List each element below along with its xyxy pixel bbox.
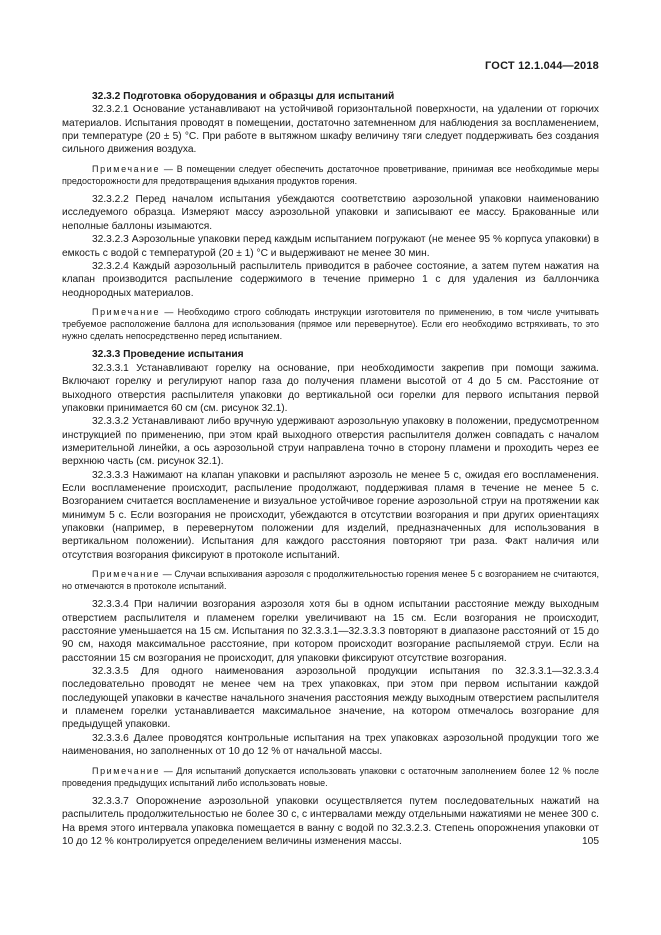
note — [62, 163, 599, 187]
note-label: Примечание — [92, 163, 161, 174]
note-label: Примечание — [92, 306, 161, 317]
paragraph: 32.3.3.5 Для одного наименования аэрозольной продукции испытания по 32.3.3.1—32.3.3.4 последовательно проводят не менее чем на трех упаковках, при этом при первом испытании каждой последующей упаковки в качестве начального значения расстояния между выходным отверстием распылителя и пламенем горелки устанавливается максимальное значение, на котором отмечалось возгорание для предыдущей упаковки. — [62, 666, 599, 731]
paragraph: 32.3.3.4 При наличии возгорания аэрозоля хотя бы в одном испытании расстояние между выходным отверстием распылителя и пламенем горелки увеличивают на 15 см. Если возгорания не происходит, расстояние уменьшается на 15 см. Испытания по 32.3.3.1—32.3.3.3 повторяют в диапазоне расстояний от 15 до 90 см, находя максимальное расстояние, при котором происходит возгорание распыляемой струи. Если на расстоянии 15 см возгорания не происходит, для упаковки фиксируют отсутствие возгорания. — [62, 599, 599, 664]
note-text: — Случаи вспыхивания аэрозоля с продолжительностью горения менее 5 с возгоранием не считаются, но отмечаются в протоколе испытаний. — [62, 568, 599, 592]
paragraph: 32.3.2.3 Аэрозольные упаковки перед каждым испытанием погружают (не менее 95 % корпуса упаковки) в емкость с водой с температурой (20 ± 1) °С и выдерживают не менее 30 мин. — [62, 234, 599, 259]
note — [62, 568, 599, 592]
note-label: Примечание — [92, 568, 161, 579]
note-text: — Для испытаний допускается использовать упаковки с остаточным заполнением более 12 % после проведения предыдущих испытаний либо использовать новые. — [62, 765, 599, 788]
paragraph: 32.3.2.4 Каждый аэрозольный распылитель приводится в рабочее состояние, а затем путем нажатия на клапан производится распыление содержимого в течение примерно 1 с для удаления из баллончика неоднородных материалов. — [62, 260, 599, 299]
section-heading: 32.3.2 Подготовка оборудования и образцы для испытаний — [92, 91, 395, 102]
note-text: — В помещении следует обеспечить достаточное проветривание, принимая все необходимые меры предосторожности для предотвращения вдыхания продуктов горения. — [62, 163, 599, 186]
paragraph: 32.3.3.6 Далее проводятся контрольные испытания на трех упаковках аэрозольной продукции того же наименования, но заполненных от 10 до 12 % от начальной массы. — [62, 732, 599, 758]
paragraph: 32.3.3.3 Нажимают на клапан упаковки и распыляют аэрозоль не менее 5 с, ожидая его воспламенения. Если воспламенение происходит, распыление продолжают, поддерживая пламя в течение не менее 5 с. Возгоранием считается воспламенение и визуальное устойчивое горение аэрозольной струи на протяжении как минимум 5 с. Если возгорания не происходит, убеждаются в отсутствии возгорания и при других ориентациях упаковки (например, в перевернутом положении для изделий, предназначенных для использования в вертикальном положении). Испытания для каждого расстояния повторяют три раза. Факт наличия или отсутствия возгорания фиксируют в протоколе испытаний. — [62, 469, 599, 561]
note-label: Примечание — [92, 765, 161, 776]
note — [62, 765, 599, 789]
page-number: 105 — [582, 836, 599, 847]
document-body — [62, 90, 599, 848]
paragraph: 32.3.3.1 Устанавливают горелку на основание, при необходимости закрепив при помощи зажима. Включают горелку и регулируют напор газа до получения пламени высотой от 4 до 5 см. Расстояние от выходного отверстия распылителя упаковки до вертикальной оси горелки для первого испытания первой упаковки принимается 60 см (см. рисунок 32.1). — [62, 362, 599, 414]
note-text: — Необходимо строго соблюдать инструкции изготовителя по применению, в том числе учитывать требуемое расположение баллона для использования (прямое или перевернутое). Если его необходимо встряхивать, то это нужно сделать непосредственно перед испытанием. — [62, 306, 599, 342]
paragraph: 32.3.2.1 Основание устанавливают на устойчивой горизонтальной поверхности, на удалении от горючих материалов. Испытания проводят в помещении, достаточно затемненном для наблюдения за воспламенением, при температуре (20 ± 5) °С. При работе в вытяжном шкафу величину тяги следует поддерживать без создания сильного движения воздуха. — [62, 104, 599, 156]
paragraph: 32.3.3.7 Опорожнение аэрозольной упаковки осуществляется путем последовательных нажатий на распылитель продолжительностью не более 30 с, с интервалами между отдельными нажатиями не менее 300 с. На время этого интервала упаковка помещается в ванну с водой по 32.3.2.3. Степень опорожнения упаковки от 10 до 12 % контролируется определением величины изменения массы. — [62, 795, 599, 847]
note — [62, 306, 599, 343]
document-header: ГОСТ 12.1.044—2018 — [485, 60, 599, 72]
paragraph: 32.3.2.2 Перед началом испытания убеждаются соответствию аэрозольной упаковки наименованию исследуемого образца. Измеряют массу аэрозольной упаковки и записывают ее массу. Бракованные или неполные баллоны изымаются. — [62, 194, 599, 232]
section-heading: 32.3.3 Проведение испытания — [92, 349, 244, 361]
paragraph: 32.3.3.2 Устанавливают либо вручную удерживают аэрозольную упаковку в положении, предусмотренном инструкцией по применению, при этом край выходного отверстия распылителя должен совпадать с началом измерительной линейки, а ось аэрозольной струи направлена точно в сторону пламени и проходить через ее верхнюю часть (см. рисунок 32.1). — [62, 416, 599, 468]
